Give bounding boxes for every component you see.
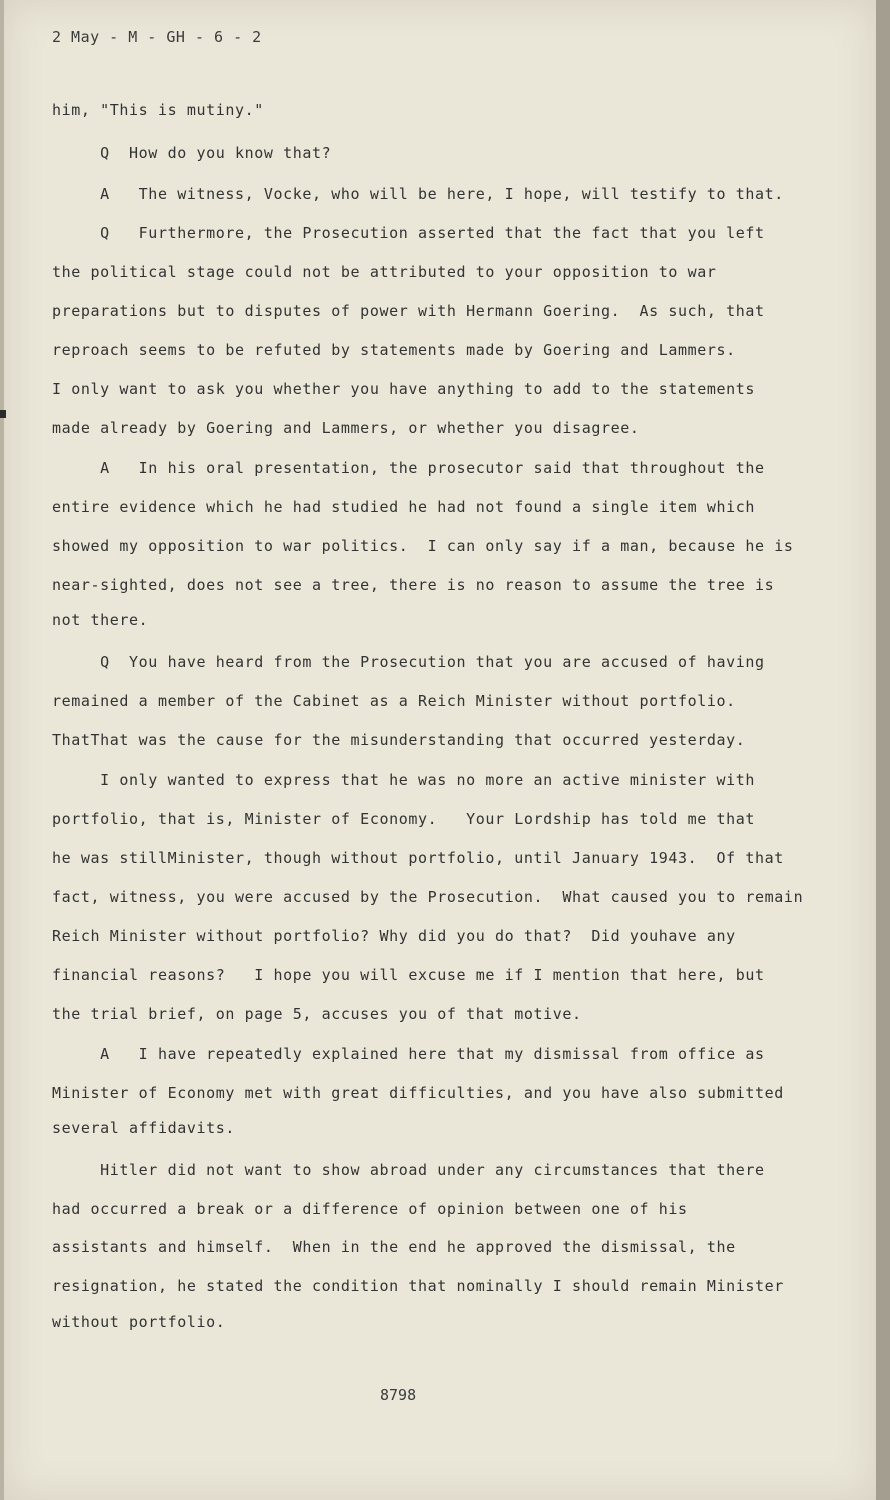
text-line: showed my opposition to war politics. I can only say if a man, because he is [52,537,794,555]
text-line: him, "This is mutiny." [52,101,264,119]
text-line: without portfolio. [52,1313,226,1331]
document-page [4,0,876,1500]
text-line: Reich Minister without portfolio? Why did you do that? Did youhave any [52,927,736,945]
text-line: reproach seems to be refuted by statements made by Goering and Lammers. [52,341,736,359]
page-header: 2 May - M - GH - 6 - 2 [52,28,262,46]
text-line: Q How do you know that? [52,144,332,162]
text-line: resignation, he stated the condition that nominally I should remain Minister [52,1277,784,1295]
text-line: had occurred a break or a difference of opinion between one of his [52,1200,688,1218]
text-line: fact, witness, you were accused by the Prosecution. What caused you to remain [52,888,804,906]
text-line: A I have repeatedly explained here that my dismissal from office as [52,1045,765,1063]
text-line: A The witness, Vocke, who will be here, I hope, will testify to that. [52,185,784,203]
text-line: Hitler did not want to show abroad under any circumstances that there [52,1161,765,1179]
text-line: ThatThat was the cause for the misunderstanding that occurred yesterday. [52,731,746,749]
text-line: I only wanted to express that he was no more an active minister with [52,771,756,789]
page-number: 8798 [380,1386,417,1404]
margin-mark [0,410,6,418]
text-line: I only want to ask you whether you have anything to add to the statements [52,380,756,398]
text-line: entire evidence which he had studied he had not found a single item which [52,498,756,516]
text-line: Q Furthermore, the Prosecution asserted that the fact that you left [52,224,765,242]
text-line: Q You have heard from the Prosecution that you are accused of having [52,653,765,671]
text-line: assistants and himself. When in the end he approved the dismissal, the [52,1238,736,1256]
text-line: the political stage could not be attributed to your opposition to war [52,263,717,281]
text-line: the trial brief, on page 5, accuses you of that motive. [52,1005,582,1023]
text-line: he was stillMinister, though without portfolio, until January 1943. Of that [52,849,784,867]
text-line: remained a member of the Cabinet as a Reich Minister without portfolio. [52,692,736,710]
page-edge [876,0,890,1500]
text-line: made already by Goering and Lammers, or whether you disagree. [52,419,640,437]
text-line: preparations but to disputes of power with Hermann Goering. As such, that [52,302,765,320]
text-line: near-sighted, does not see a tree, there is no reason to assume the tree is [52,576,775,594]
text-line: portfolio, that is, Minister of Economy. Your Lordship has told me that [52,810,756,828]
text-line: several affidavits. [52,1119,235,1137]
text-line: financial reasons? I hope you will excuse me if I mention that here, but [52,966,765,984]
text-line: Minister of Economy met with great difficulties, and you have also submitted [52,1084,784,1102]
text-line: A In his oral presentation, the prosecutor said that throughout the [52,459,765,477]
text-line: not there. [52,611,149,629]
